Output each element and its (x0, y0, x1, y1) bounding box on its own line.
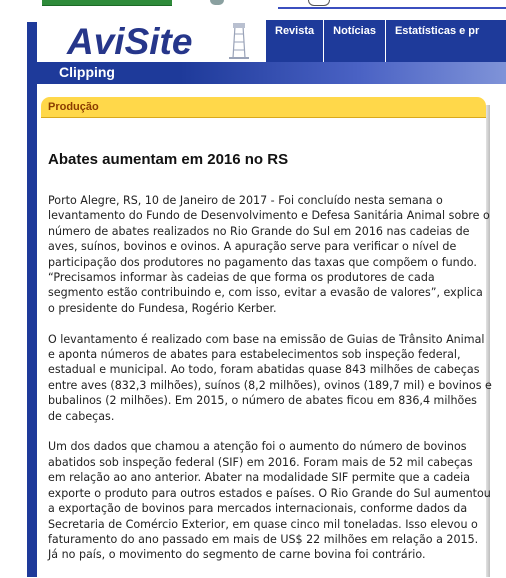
article-title: Abates aumentam em 2016 no RS (48, 151, 289, 168)
advertisement-banner[interactable] (278, 0, 506, 9)
article-paragraph-2: O levantamento é realizado com base na emissão de Guias de Trânsito Animal e aponta números de abates para estabelecimentos sob inspeção federal, estadual e municipal. Ao todo, foram abatidas quase 843 milhões de cabeças entre aves (832,3 milhões), suínos (8,2 milhões), ovinos (189,7 mil) e bovinos e bubalinos (2 milhões). Em 2015, o número de abates ficou em 836,4 milhões de cabeças. (48, 332, 492, 423)
tower-icon (226, 22, 252, 60)
article-body (48, 193, 492, 578)
category-label: Produção (48, 101, 99, 113)
section-title: Clipping (59, 64, 115, 80)
nav-noticias[interactable]: Notícias (324, 20, 386, 62)
nav-estatisticas[interactable]: Estatísticas e pr (394, 25, 480, 37)
site-logo[interactable]: AviSite (67, 21, 193, 62)
partner-banner[interactable] (42, 0, 172, 6)
section-bar-gradient (180, 62, 506, 84)
left-accent-bar (27, 22, 37, 577)
article-paragraph-3: Um dos dados que chamou a atenção foi o aumento do número de bovinos abatidos sob inspeção federal (SIF) em 2016. Foram mais de 52 mil cabeças em relação ao ano anterior. Abater na modalidade SIF permite que a cadeia exporte o produto para outros estados e países. O Rio Grande do Sul aumentou a exportação de bovinos para mercados internacionais, conforme dados da Secretaria de Comércio Exterior, em quase cinco mil toneladas. Isso elevou o faturamento do ano passado em mais de US$ 22 milhões em relação a 2015. Já no país, o movimento do segmento de carne bovina foi contrário. (48, 440, 491, 562)
article-paragraph-1: Porto Alegre, RS, 10 de Janeiro de 2017 - Foi concluído nesta semana o levantamento do Fundo de Desenvolvimento e Defesa Sanitária Animal sobre o número de abates realizados no Rio Grande do Sul em 2016 nas cadeias de aves, suínos, bovinos e ovinos. A apuração serve para verificar o nível de participação dos produtores no pagamento das taxas que compõem o fundo. “Precisamos informar às cadeias de que forma os produtores de cada segmento estão contribuindo e, com isso, evitar a evasão de valores”, explica o presidente do Fundesa, Rogério Kerber. (48, 194, 490, 315)
nav-revista[interactable]: Revista (266, 20, 324, 62)
category-bar (41, 97, 486, 118)
main-nav (266, 20, 506, 62)
